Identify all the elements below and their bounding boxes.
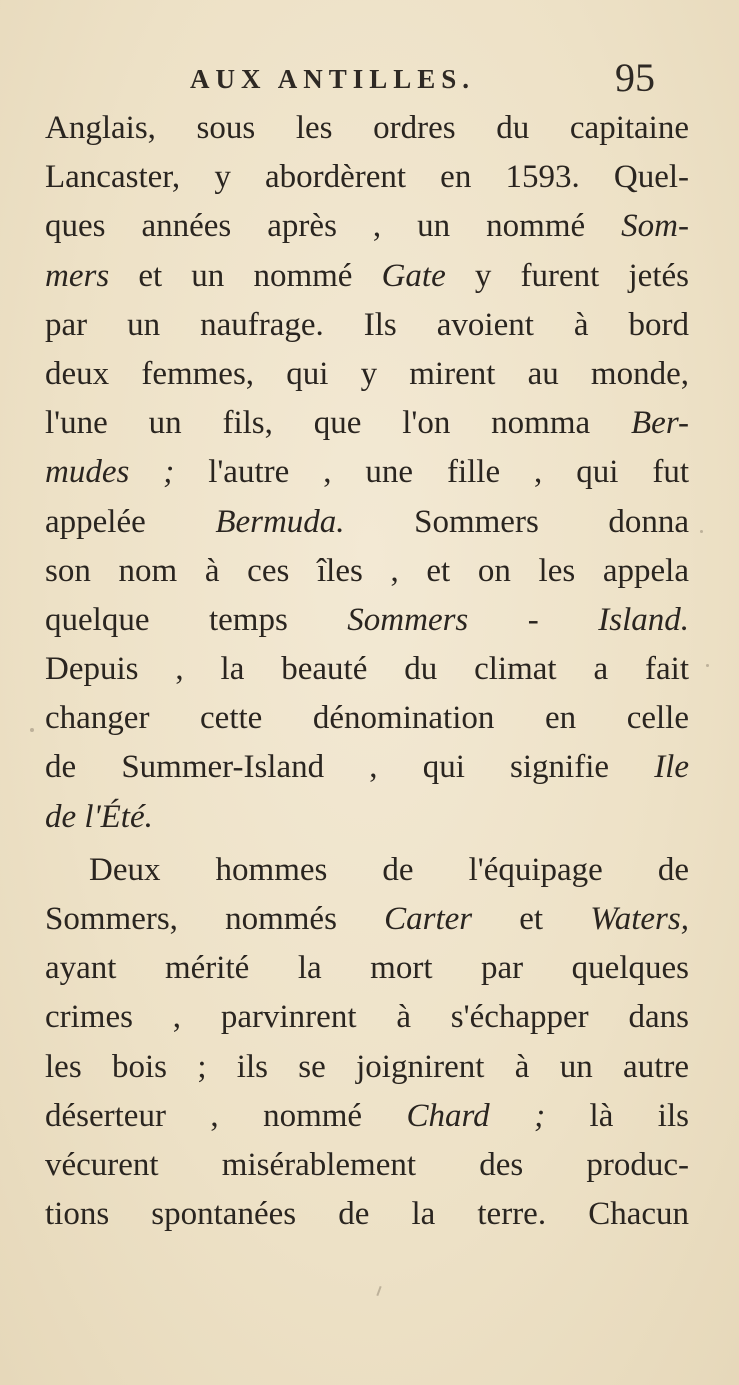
text-line bbox=[45, 547, 689, 596]
italic-segment: Ile bbox=[654, 749, 689, 786]
text-segment: Depuis , la beauté du climat a fait bbox=[45, 651, 689, 688]
text-line bbox=[45, 793, 689, 842]
text-segment: là ils bbox=[545, 1097, 689, 1134]
text-segment: crimes , parvinrent à s'échapper dans bbox=[45, 999, 689, 1036]
text-line bbox=[45, 944, 689, 993]
text-line bbox=[45, 153, 689, 202]
italic-segment: Sommers - Island. bbox=[347, 601, 689, 638]
text-segment: de Summer-Island , qui signifie bbox=[45, 749, 655, 786]
text-line bbox=[45, 1190, 689, 1239]
paper-speck bbox=[700, 530, 703, 533]
text-line bbox=[45, 1043, 689, 1092]
body-text bbox=[45, 104, 689, 1239]
text-line bbox=[45, 895, 689, 944]
italic-segment: Chard ; bbox=[406, 1097, 546, 1134]
text-segment: Sommers, nommés bbox=[45, 901, 385, 937]
text-segment: son nom à ces îles , et on les appela bbox=[45, 552, 689, 589]
text-segment: Deux hommes de l'équipage de bbox=[89, 851, 689, 888]
text-line bbox=[45, 1141, 689, 1190]
text-segment: et un nommé bbox=[109, 257, 382, 294]
paper-speck bbox=[376, 1286, 381, 1296]
text-line bbox=[45, 596, 689, 645]
text-segment: deux femmes, qui y mirent au monde, bbox=[45, 355, 689, 392]
text-segment: appelée bbox=[45, 503, 216, 540]
italic-segment: mers bbox=[45, 257, 110, 294]
text-line bbox=[45, 846, 689, 895]
text-segment: les bois ; ils se joignirent à un autre bbox=[45, 1048, 689, 1085]
text-line bbox=[45, 1092, 689, 1141]
text-line bbox=[45, 202, 689, 251]
text-line bbox=[45, 301, 689, 350]
text-line bbox=[45, 694, 689, 743]
text-line bbox=[45, 448, 689, 497]
italic-segment: mudes ; bbox=[45, 454, 175, 491]
text-segment: déserteur , nommé bbox=[45, 1097, 407, 1134]
text-segment: par un naufrage. Ils avoient à bord bbox=[45, 306, 689, 343]
text-segment: et bbox=[472, 901, 591, 937]
text-segment: vécurent misérablement des produc- bbox=[45, 1146, 689, 1183]
text-line bbox=[45, 743, 689, 792]
text-segment: changer cette dénomination en celle bbox=[45, 700, 689, 737]
text-line bbox=[45, 645, 689, 694]
text-line bbox=[45, 252, 689, 301]
text-segment: l'autre , une fille , qui fut bbox=[174, 454, 689, 491]
text-segment: Anglais, sous les ordres du capitaine bbox=[45, 110, 689, 146]
text-segment: y furent jetés bbox=[445, 257, 689, 294]
text-line bbox=[45, 498, 689, 547]
running-head: AUX ANTILLES. bbox=[190, 64, 476, 94]
italic-segment: de l'Été. bbox=[45, 798, 153, 835]
text-line bbox=[45, 993, 689, 1042]
text-segment: ayant mérité la mort par quelques bbox=[45, 950, 689, 987]
italic-segment: Ber- bbox=[631, 405, 689, 442]
italic-segment: Gate bbox=[381, 257, 446, 294]
text-segment: Lancaster, y abordèrent en 1593. Quel- bbox=[45, 159, 689, 196]
text-segment: tions spontanées de la terre. Chacun bbox=[45, 1196, 689, 1233]
italic-segment: Waters, bbox=[590, 901, 689, 937]
page-number: 95 bbox=[615, 55, 655, 100]
text-segment: Sommers donna bbox=[344, 503, 689, 540]
text-segment: ques années après , un nommé bbox=[45, 208, 622, 245]
italic-segment: Bermuda. bbox=[215, 503, 345, 540]
text-segment: quelque temps bbox=[45, 601, 348, 638]
paper-speck bbox=[30, 728, 34, 732]
text-line bbox=[45, 399, 689, 448]
text-segment: l'une un fils, que l'on nomma bbox=[45, 405, 632, 442]
italic-segment: Som- bbox=[621, 208, 689, 245]
italic-segment: Carter bbox=[384, 901, 473, 937]
paper-speck bbox=[706, 664, 709, 667]
text-line bbox=[45, 104, 689, 153]
text-line bbox=[45, 350, 689, 399]
page-header bbox=[0, 54, 739, 106]
